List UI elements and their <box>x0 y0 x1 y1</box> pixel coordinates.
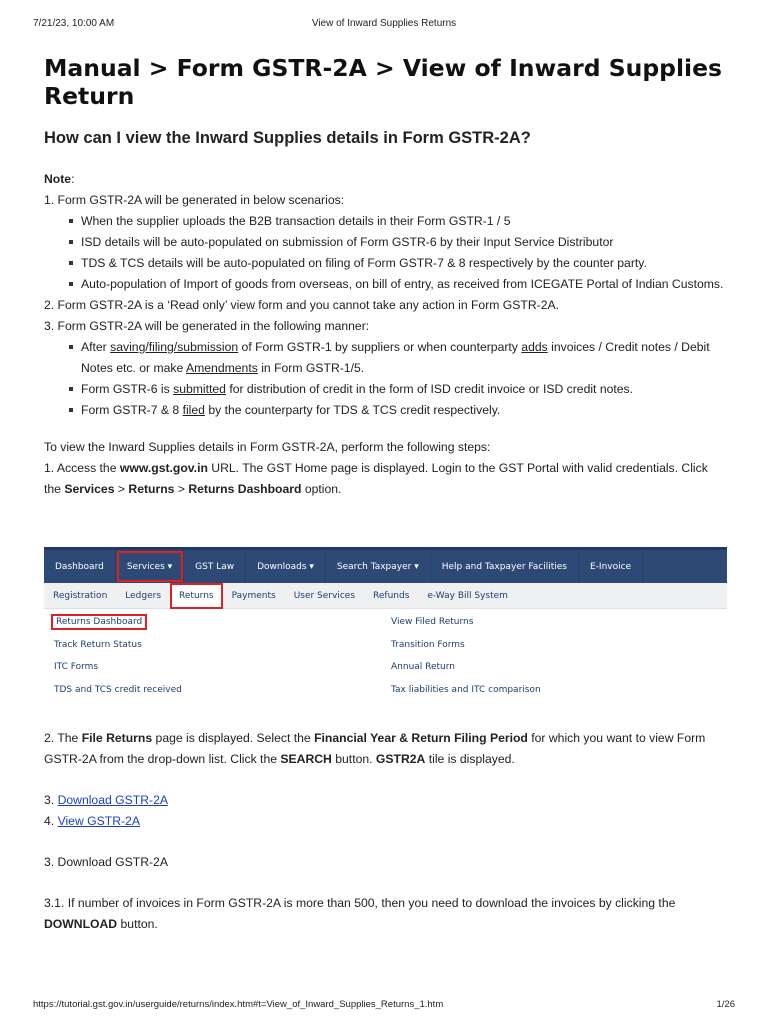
submenu-user-services[interactable]: User Services <box>293 590 356 601</box>
step-2: 2. The File Returns page is displayed. Select the Financial Year & Return Filing Period for which you want to view Form GSTR-2A from the drop-down list. Click the SEARCH button. GSTR2A tile is displayed. <box>44 731 706 766</box>
link-view-filed-returns[interactable]: View Filed Returns <box>391 617 474 627</box>
menu-dashboard[interactable]: Dashboard <box>44 550 116 583</box>
page-title: Manual > Form GSTR-2A > View of Inward Supplies Return <box>44 54 723 110</box>
note-point-3: 3. Form GSTR-2A will be generated in the following manner: <box>44 319 370 333</box>
submenu-registration[interactable]: Registration <box>53 590 108 601</box>
list-item: ISD details will be auto-populated on submission of Form GSTR-6 by their Input Service Distributor <box>81 232 724 253</box>
list-item: TDS & TCS details will be auto-populated on filing of Form GSTR-7 & 8 respectively by the counter party. <box>81 253 724 274</box>
link-tax-liabilities[interactable]: Tax liabilities and ITC comparison <box>391 684 541 695</box>
submenu-eway-bill[interactable]: e-Way Bill System <box>427 590 508 601</box>
step-4-link-line: 4. View GSTR-2A <box>44 814 140 828</box>
submenu-ledgers[interactable]: Ledgers <box>125 590 162 601</box>
note-section <box>44 169 724 500</box>
gst-returns-links <box>44 609 727 698</box>
download-gstr2a-link[interactable]: Download GSTR-2A <box>57 793 168 807</box>
manner-list <box>44 337 724 421</box>
list-item: When the supplier uploads the B2B transaction details in their Form GSTR-1 / 5 <box>81 211 724 232</box>
link-tds-tcs-credit[interactable]: TDS and TCS credit received <box>54 684 182 695</box>
menu-search-taxpayer[interactable]: Search Taxpayer ▾ <box>326 550 431 583</box>
print-date: 7/21/23, 10:00 AM <box>33 18 115 29</box>
submenu-returns[interactable]: Returns <box>170 583 223 609</box>
step-3-1: 3.1. If number of invoices in Form GSTR-2A is more than 500, then you need to download the invoices by clicking the DOWNLOAD button. <box>44 896 676 931</box>
submenu-refunds[interactable]: Refunds <box>373 590 410 601</box>
page-number: 1/26 <box>716 999 735 1010</box>
scenario-list <box>44 211 724 295</box>
term-filed: filed <box>182 403 205 417</box>
note-heading <box>44 169 724 190</box>
link-annual-return[interactable]: Annual Return <box>391 662 456 672</box>
gst-main-menu <box>44 550 727 583</box>
menu-e-invoice[interactable]: E-Invoice <box>579 550 643 583</box>
section-heading-download: 3. Download GSTR-2A <box>44 855 168 869</box>
section-subtitle: How can I view the Inward Supplies details in Form GSTR-2A? <box>44 129 531 147</box>
step-3-link-line: 3. Download GSTR-2A <box>44 793 168 807</box>
link-transition-forms[interactable]: Transition Forms <box>391 639 465 650</box>
steps-intro: To view the Inward Supplies details in Form GSTR-2A, perform the following steps: <box>44 440 491 454</box>
term-amendments: Amendments <box>186 361 258 375</box>
note-point-2: 2. Form GSTR-2A is a ‘Read only’ view form and you cannot take any action in Form GSTR-2A. <box>44 298 560 312</box>
term-submitted: submitted <box>173 382 226 396</box>
note-point-1: 1. Form GSTR-2A will be generated in below scenarios: <box>44 193 345 207</box>
menu-downloads[interactable]: Downloads ▾ <box>246 550 326 583</box>
menu-gst-law[interactable]: GST Law <box>184 550 246 583</box>
link-track-return-status[interactable]: Track Return Status <box>54 639 142 650</box>
print-title: View of Inward Supplies Returns <box>311 18 457 29</box>
note-label: Note <box>44 172 72 186</box>
submenu-payments[interactable]: Payments <box>231 590 276 601</box>
view-gstr2a-link[interactable]: View GSTR-2A <box>57 814 140 828</box>
menu-help[interactable]: Help and Taxpayer Facilities <box>431 550 579 583</box>
term-saving: saving/filing/submission <box>110 340 239 354</box>
note-colon: : <box>71 172 75 186</box>
term-adds: adds <box>521 340 548 354</box>
link-returns-dashboard[interactable]: Returns Dashboard <box>56 617 143 627</box>
footer-url: https://tutorial.gst.gov.in/userguide/returns/index.htm#t=View_of_Inward_Supplies_Returns_1.htm <box>33 999 444 1010</box>
link-itc-forms[interactable]: ITC Forms <box>54 662 99 672</box>
menu-services[interactable]: Services ▾ <box>116 550 184 583</box>
gst-portal-nav-screenshot <box>44 547 727 698</box>
gst-url: www.gst.gov.in <box>119 461 208 475</box>
list-item: Auto-population of Import of goods from overseas, on bill of entry, as received from ICEGATE Portal of Indian Customs. <box>81 274 724 295</box>
list-item: Form GSTR-6 is submitted for distribution of credit in the form of ISD credit invoice or ISD credit notes. <box>81 379 724 400</box>
list-item: Form GSTR-7 & 8 filed by the counterparty for TDS & TCS credit respectively. <box>81 400 724 421</box>
step-1: 1. Access the www.gst.gov.in URL. The GST Home page is displayed. Login to the GST Portal with valid credentials. Click the Services > Returns > Returns Dashboard option. <box>44 461 708 496</box>
steps-continued <box>44 728 729 935</box>
list-item: After saving/filing/submission of Form GSTR-1 by suppliers or when counterparty adds invoices / Credit notes / Debit Notes etc. or make Amendments in Form GSTR-1/5. <box>81 337 724 379</box>
gst-sub-menu <box>44 583 727 609</box>
